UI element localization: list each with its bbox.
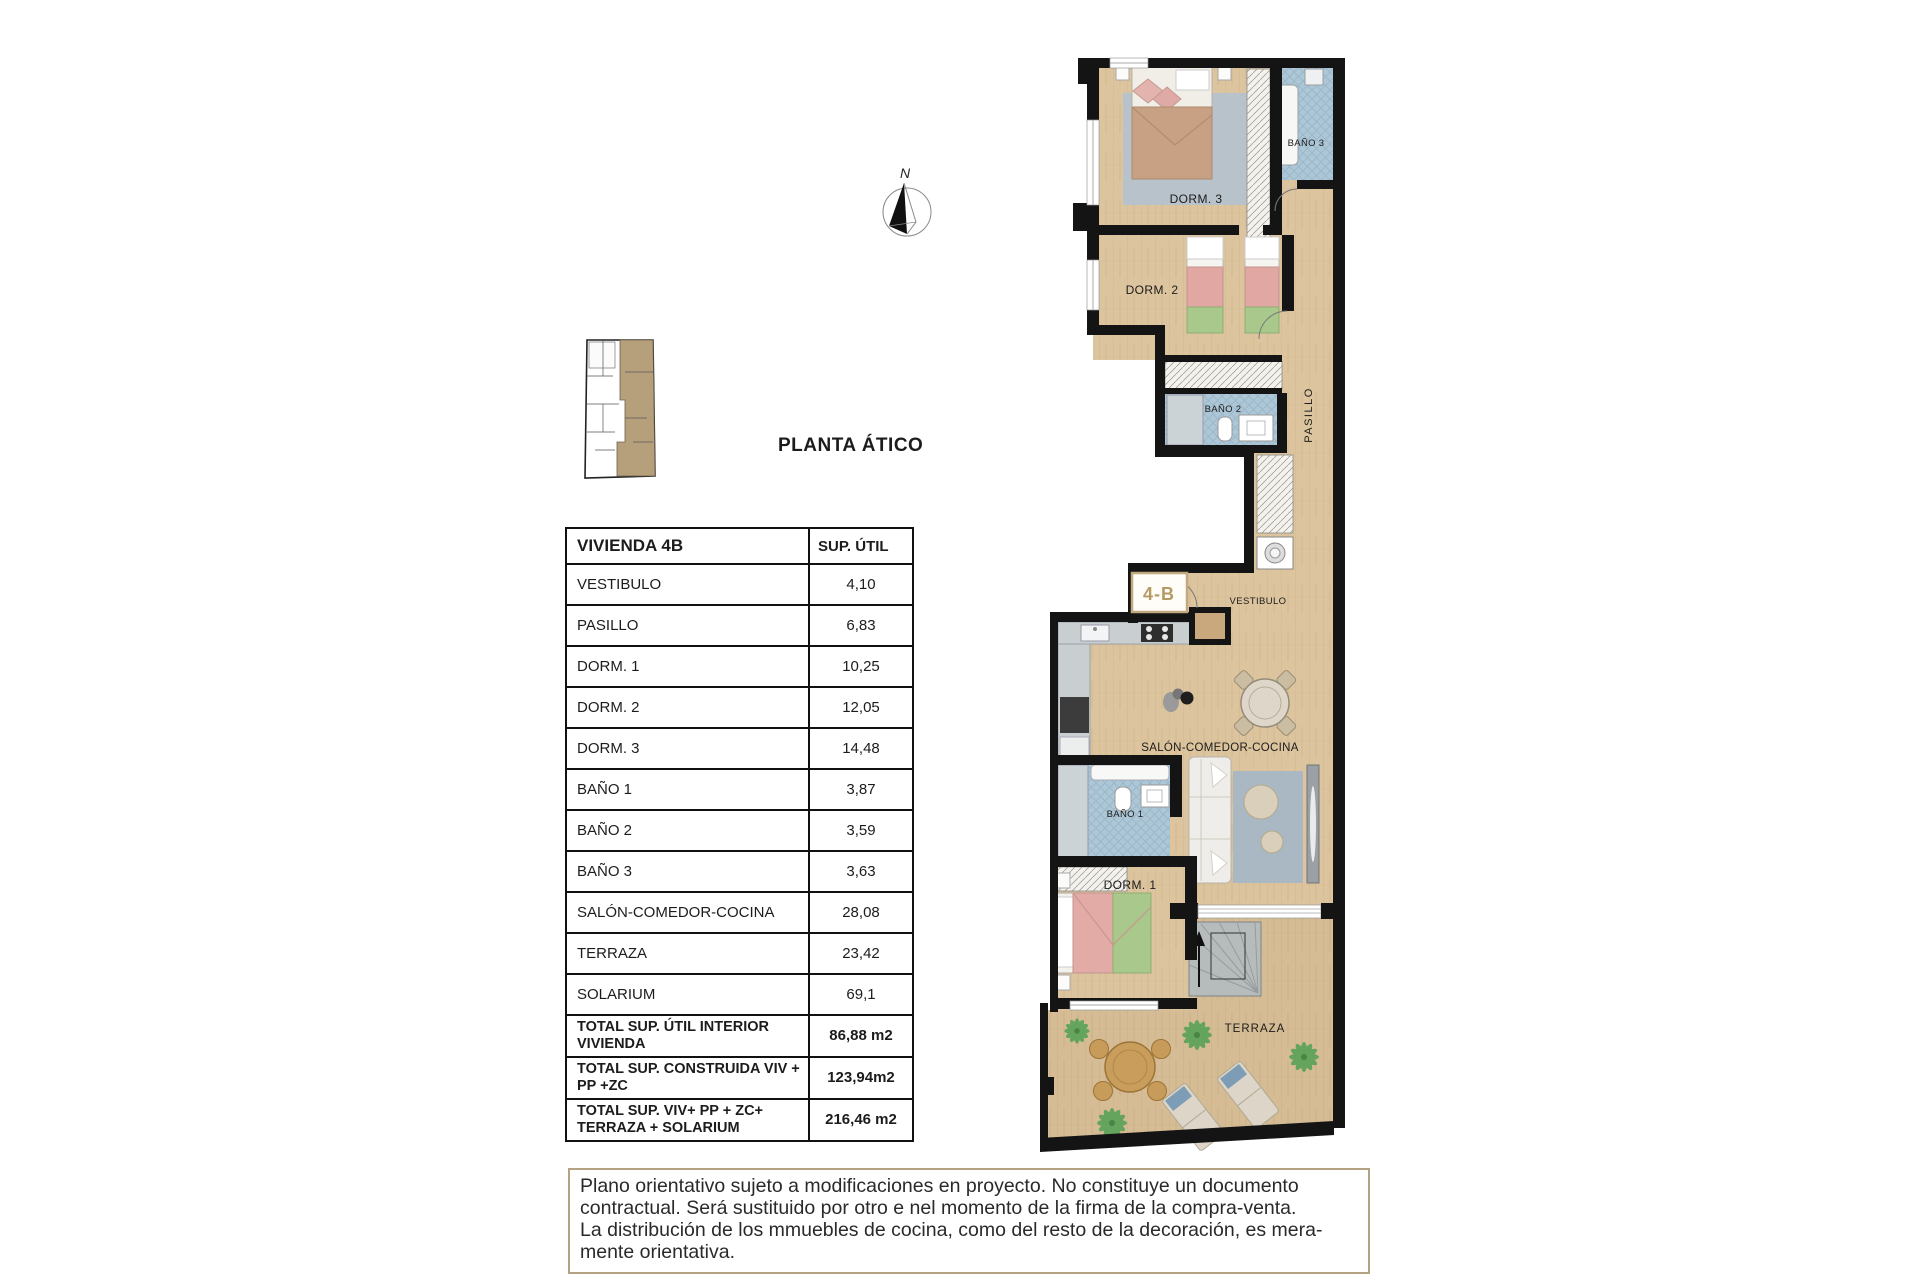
table-header-area: SUP. ÚTIL [809, 528, 913, 564]
nightstand [1116, 67, 1129, 80]
page-title: PLANTA ÁTICO [778, 435, 924, 456]
room-label-vestibulo: VESTIBULO [1229, 596, 1287, 607]
table-row [566, 564, 913, 605]
closet [1257, 455, 1293, 533]
coffee-table [1244, 785, 1278, 819]
table-row [566, 687, 913, 728]
total-value: 123,94m2 [809, 1057, 913, 1099]
compass-icon [860, 150, 956, 262]
washing-machine-icon [1257, 537, 1293, 569]
room-name: DORM. 1 [566, 646, 809, 687]
table-row [566, 851, 913, 892]
room-name: SOLARIUM [566, 974, 809, 1015]
oven [1060, 697, 1089, 733]
room-label-terraza: TERRAZA [1224, 1023, 1286, 1035]
bed [1053, 893, 1151, 973]
room-area: 14,48 [809, 728, 913, 769]
vanity [1239, 415, 1273, 441]
room-area: 4,10 [809, 564, 913, 605]
room-label-bano2: BAÑO 2 [1204, 404, 1242, 415]
bathroom-2 [1165, 393, 1277, 447]
room-name: SALÓN-COMEDOR-COCINA [566, 892, 809, 933]
table-header-dwelling: VIVIENDA 4B [566, 528, 809, 564]
table-row [566, 646, 913, 687]
table-total-row [566, 1057, 913, 1099]
twin-bed [1187, 237, 1223, 333]
room-name: DORM. 2 [566, 687, 809, 728]
table-row [566, 933, 913, 974]
twin-bed [1245, 237, 1279, 333]
total-value: 216,46 m2 [809, 1099, 913, 1141]
room-name: DORM. 3 [566, 728, 809, 769]
table-row [566, 728, 913, 769]
unit-label: 4-B [1142, 584, 1176, 604]
room-area: 10,25 [809, 646, 913, 687]
room-name: BAÑO 3 [566, 851, 809, 892]
bathtub [1091, 765, 1169, 780]
toilet [1115, 787, 1131, 811]
double-bed [1132, 67, 1212, 179]
room-name: TERRAZA [566, 933, 809, 974]
disclaimer-box [568, 1168, 1370, 1274]
table-row [566, 810, 913, 851]
wardrobe [1247, 69, 1270, 247]
room-area: 3,87 [809, 769, 913, 810]
side-table [1261, 831, 1283, 853]
room-area: 28,08 [809, 892, 913, 933]
vanity [1141, 785, 1169, 807]
room-area: 6,83 [809, 605, 913, 646]
room-name: BAÑO 1 [566, 769, 809, 810]
wardrobe [1165, 361, 1282, 389]
table-row [566, 769, 913, 810]
table-header-row [566, 528, 913, 564]
room-name: VESTIBULO [566, 564, 809, 605]
room-label-bano3: BAÑO 3 [1287, 138, 1325, 149]
table-row [566, 892, 913, 933]
nightstand [1218, 67, 1231, 80]
room-label-bano1: BAÑO 1 [1106, 809, 1144, 820]
room-area: 23,42 [809, 933, 913, 974]
total-label: TOTAL SUP. VIV+ PP + ZC+ TERRAZA + SOLARIUM [566, 1099, 809, 1141]
room-name: BAÑO 2 [566, 810, 809, 851]
toilet [1218, 417, 1232, 441]
sink [1305, 69, 1323, 85]
total-label: TOTAL SUP. ÚTIL INTERIOR VIVIENDA [566, 1015, 809, 1057]
room-area: 3,63 [809, 851, 913, 892]
room-label-dorm3: DORM. 3 [1169, 192, 1223, 206]
dining-table [1241, 679, 1289, 727]
shower [1167, 395, 1203, 445]
table-total-row [566, 1015, 913, 1057]
disclaimer-line: Plano orientativo sujeto a modificaciones en proyecto. No constituye un documento [580, 1175, 1299, 1197]
disclaimer-line: contractual. Será sustituido por otro e nel momento de la firma de la compra-venta. [580, 1197, 1297, 1219]
tv-unit [1307, 765, 1319, 883]
total-value: 86,88 m2 [809, 1015, 913, 1057]
stairs [1189, 922, 1261, 996]
room-label-pasillo: PASILLO [1303, 387, 1315, 443]
room-area: 69,1 [809, 974, 913, 1015]
table-total-row [566, 1099, 913, 1141]
shower [1058, 765, 1088, 858]
room-label-dorm2: DORM. 2 [1125, 283, 1179, 297]
room-label-dorm1: DORM. 1 [1103, 878, 1157, 892]
compass-north-label: N [900, 165, 911, 181]
room-name: PASILLO [566, 605, 809, 646]
table-row [566, 605, 913, 646]
room-label-salon: SALÓN-COMEDOR-COCINA [1141, 742, 1299, 754]
room-area: 12,05 [809, 687, 913, 728]
total-label: TOTAL SUP. CONSTRUIDA VIV + PP +ZC [566, 1057, 809, 1099]
room-area: 3,59 [809, 810, 913, 851]
disclaimer-line: La distribución de los mmuebles de cocina, como del resto de la decoración, es mera- [580, 1219, 1323, 1241]
disclaimer-line: mente orientativa. [580, 1241, 736, 1263]
table-row [566, 974, 913, 1015]
areas-table [565, 527, 914, 1142]
unit-tag [1132, 573, 1187, 612]
cooktop [1141, 624, 1173, 642]
key-plan [575, 330, 665, 485]
floor-plan [1015, 45, 1360, 1160]
